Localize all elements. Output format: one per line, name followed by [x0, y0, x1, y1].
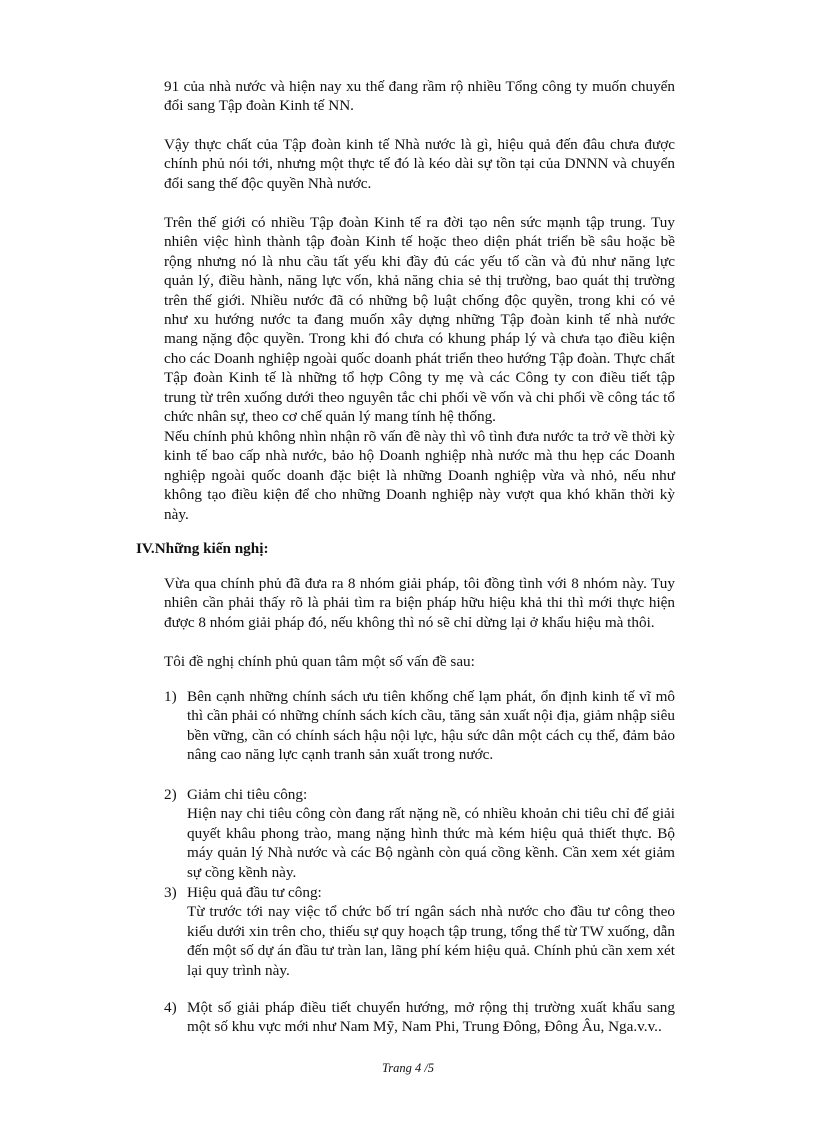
list-number: 1): [164, 688, 177, 705]
list-item-text: Bên cạnh những chính sách ưu tiên khống chế lạm phát, ổn định kinh tế vĩ mô thì cần phải có những chính sách kích cầu, tăng sản xuất nội địa, giảm nhập siêu bền vững, cần có chính sách hậu nội lực, hậu sức dân một cách cụ thể, đảm bảo nâng cao năng lực cạnh tranh sản xuất trong nước.: [187, 688, 675, 764]
list-item-title: Hiệu quả đầu tư công:: [187, 884, 322, 901]
section-paragraph-2: Tôi đề nghị chính phủ quan tâm một số vấn đề sau:: [164, 653, 475, 670]
list-item-text: Từ trước tới nay việc tổ chức bố trí ngân sách nhà nước cho đầu tư công theo kiểu dưới xin trên cho, thiếu sự quy hoạch tập trung, tổng thể từ TW xuống, dẫn đến một số dự án đầu tư tràn lan, lãng phí kém hiệu quả. Chính phủ cần xem xét lại quy trình này.: [187, 903, 675, 979]
list-item-3: [164, 883, 675, 980]
paragraph-3: Trên thế giới có nhiều Tập đoàn Kinh tế ra đời tạo nên sức mạnh tập trung. Tuy nhiên việc hình thành tập đoàn Kinh tế hoặc theo diện phát triển bề sâu hoặc bề rộng nhưng nó là nhu cầu tất yếu khi đầy đủ các yếu tố cần và đủ như năng lực quản lý, điều hành, năng lực vốn, khả năng chia sẻ thị trường, bao quát thị trường trên thế giới. Nhiều nước đã có những bộ luật chống độc quyền, trong khi có vẻ như xu hướng nước ta đang muốn xây dựng những Tập đoàn kinh tế nhà nước mang nặng độc quyền. Trong khi đó chưa có khung pháp lý và chưa tạo điều kiện cho các Doanh nghiệp ngoài quốc doanh phát triển theo hướng Tập đoàn. Thực chất Tập đoàn Kinh tế là những tổ hợp Công ty mẹ và các Công ty con điều tiết tập trung từ trên xuống dưới theo nguyên tắc chi phối về vốn và chi phối về công tác tổ chức nhân sự, theo cơ chế quản lý mang tính hệ thống.: [164, 214, 675, 426]
section-paragraph-1: Vừa qua chính phủ đã đưa ra 8 nhóm giải pháp, tôi đồng tình với 8 nhóm này. Tuy nhiên cần phải thấy rõ là phải tìm ra biện pháp hữu hiệu khả thi thì mới thực hiện được 8 nhóm giải pháp đó, nếu không thì nó sẽ chỉ dừng lại ở khẩu hiệu mà thôi.: [164, 575, 675, 631]
page-number-footer: Trang 4 /5: [381, 1061, 435, 1075]
list-number: 3): [164, 884, 177, 901]
list-item-2: [164, 785, 675, 882]
list-item-title: Giảm chi tiêu công:: [187, 786, 308, 803]
list-number: 2): [164, 786, 177, 803]
list-number: 4): [164, 999, 177, 1016]
list-item-1: [164, 687, 675, 765]
paragraph-1: 91 của nhà nước và hiện nay xu thế đang rầm rộ nhiều Tổng công ty muốn chuyển đổi sang Tập đoàn Kinh tế NN.: [164, 78, 675, 115]
list-item-text: Hiện nay chi tiêu công còn đang rất nặng nề, có nhiều khoản chi tiêu chỉ để giải quyết khâu phong trào, mang nặng hình thức mà kém hiệu quả thiết thực. Bộ máy quản lý Nhà nước và các Bộ ngành còn quá cồng kềnh. Cần xem xét giảm sự cồng kềnh này.: [187, 805, 675, 881]
paragraph-2: Vậy thực chất của Tập đoàn kinh tế Nhà nước là gì, hiệu quả đến đâu chưa được chính phủ nói tới, nhưng một thực tế đó là kéo dài sự tồn tại của DNNN và chuyển đổi sang thế độc quyền Nhà nước.: [164, 136, 675, 192]
list-item-text: Một số giải pháp điều tiết chuyển hướng, mở rộng thị trường xuất khẩu sang một số khu vực mới như Nam Mỹ, Nam Phi, Trung Đông, Đông Âu, Nga.v.v..: [187, 999, 675, 1036]
list-item-4: [164, 998, 675, 1037]
paragraph-4: Nếu chính phủ không nhìn nhận rõ vấn đề này thì vô tình đưa nước ta trở về thời kỳ kinh tế bao cấp nhà nước, bảo hộ Doanh nghiệp nhà nước mà thu hẹp các Doanh nghiệp ngoài quốc doanh đặc biệt là những Doanh nghiệp vừa và nhỏ, nếu như không tạo điều kiện để cho những Doanh nghiệp này vượt qua khó khăn thời kỳ này.: [164, 428, 675, 523]
section-heading: IV.Những kiến nghị:: [136, 540, 269, 557]
